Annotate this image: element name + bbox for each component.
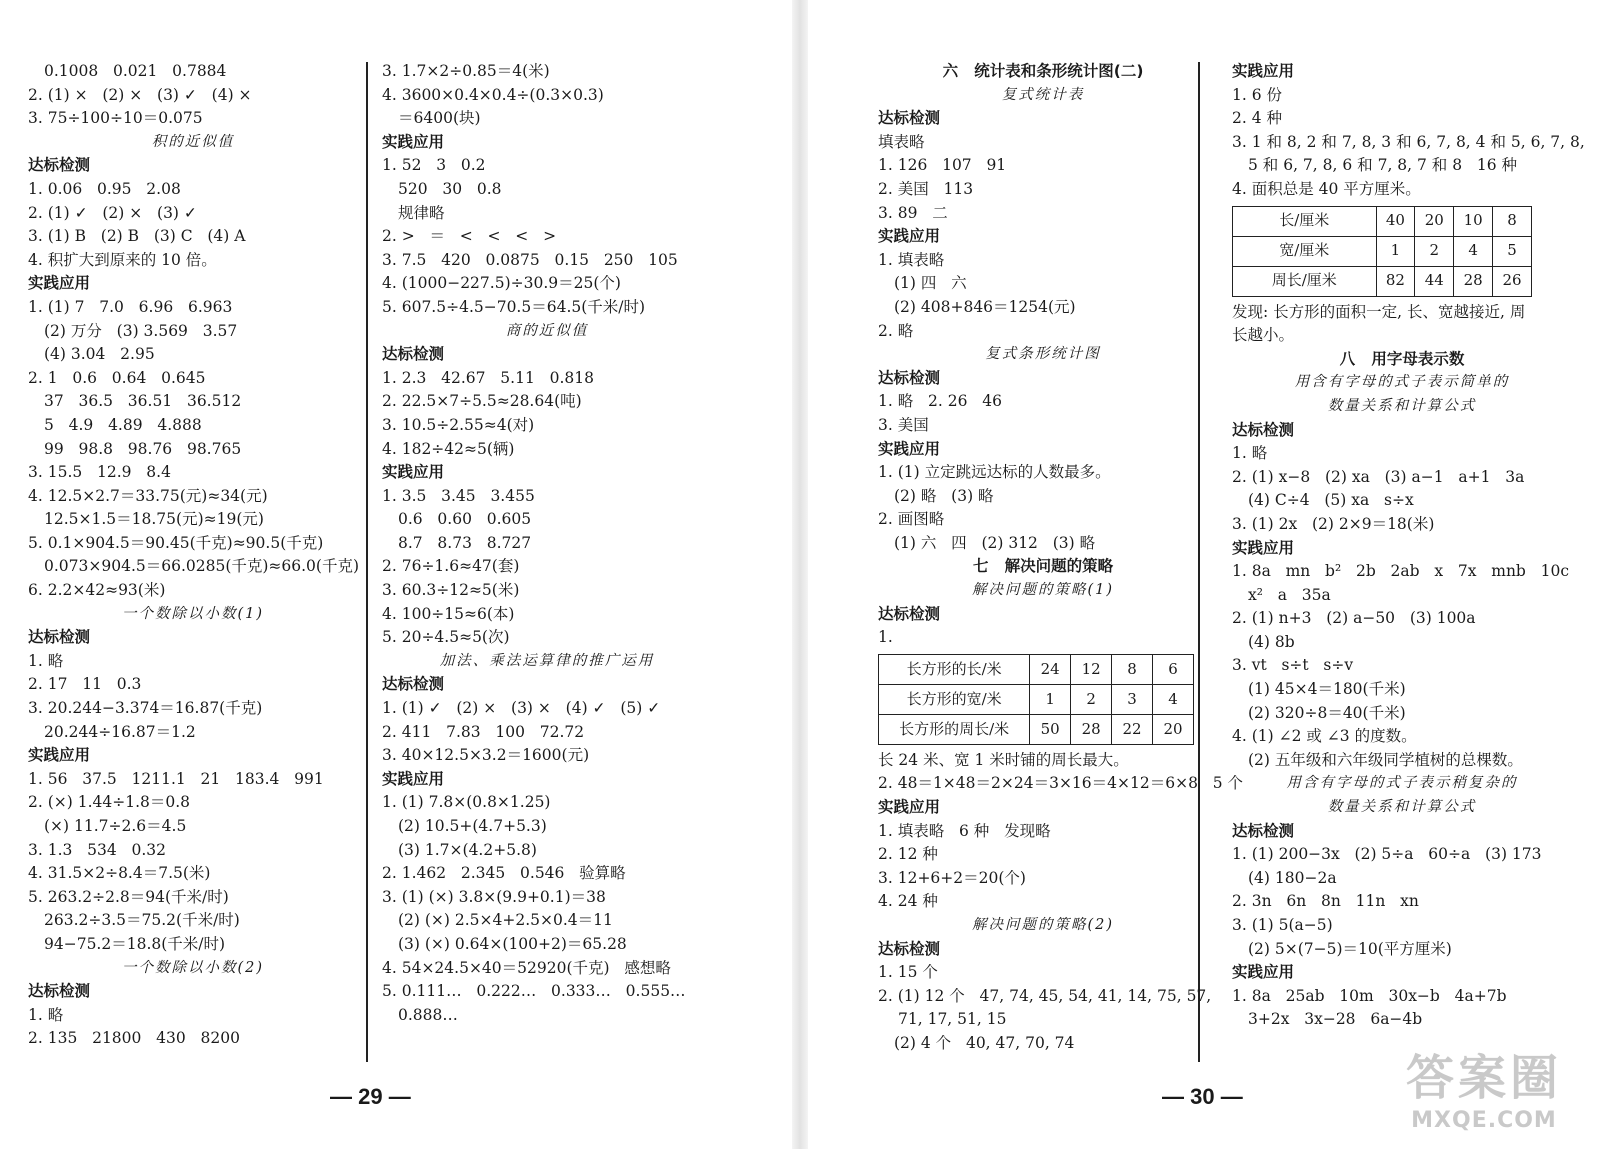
answer-line: 3. 15.5 12.9 8.4 <box>28 463 171 482</box>
answer-line: 5. 0.1×904.5＝90.45(千克)≈90.5(千克) <box>28 533 324 552</box>
answer-line: 4. 54×24.5×40＝52920(千克) 感想略 <box>382 958 671 977</box>
answer-line: 4. 31.5×2÷8.4＝7.5(米) <box>28 864 211 883</box>
chapter-heading: 七 解决问题的策略 <box>972 557 1114 576</box>
column-3 <box>878 60 1244 1056</box>
answer-line: 2. (1) ✓ (2) × (3) ✓ <box>28 203 197 222</box>
answer-line: 3. (1) B (2) B (3) C (4) A <box>28 227 246 246</box>
watermark <box>1406 1039 1562 1133</box>
answer-line: 2. 76÷1.6≈47(套) <box>382 557 520 576</box>
answer-line: 2. (1) n+3 (2) a−50 (3) 100a <box>1232 609 1476 628</box>
answer-line: (2) (×) 2.5×4+2.5×0.4＝11 <box>398 911 613 930</box>
answer-line: 4. 3600×0.4×0.4÷(0.3×0.3) <box>382 85 604 104</box>
answer-line: 填表略 <box>878 132 925 151</box>
answer-line: 0.1008 0.021 0.7884 <box>44 62 227 80</box>
table-row-header: 长方形的周长/米 <box>879 714 1030 744</box>
answer-line: 1. 略 <box>28 651 64 670</box>
column-3-bottom <box>878 749 1244 1056</box>
lesson-title: 复式条形统计图 <box>985 346 1101 363</box>
answer-line: 263.2÷3.5＝75.2(千米/时) <box>44 911 240 930</box>
answer-line: 3. (1) 2x (2) 2×9＝18(米) <box>1232 514 1435 533</box>
section-heading: 达标检测 <box>28 628 91 647</box>
answer-line: 3. 1.3 534 0.32 <box>28 840 167 859</box>
answer-line: 1. 3.5 3.45 3.455 <box>382 486 535 505</box>
lesson-title: 解决问题的策略(2) <box>971 917 1115 933</box>
answer-line: 2. (×) 1.44÷1.8＝0.8 <box>28 793 191 812</box>
column-4 <box>1232 60 1585 1032</box>
answer-line: 0.6 0.60 0.605 <box>398 510 532 529</box>
section-heading: 达标检测 <box>382 345 445 364</box>
table-cell: 24 <box>1030 654 1071 684</box>
answer-line: 5. 607.5÷4.5−70.5＝64.5(千米/时) <box>382 297 646 316</box>
answer-line: (2) 320÷8＝40(千米) <box>1248 703 1406 722</box>
section-heading: 实践应用 <box>878 798 941 817</box>
answer-line: 20.244÷16.87＝1.2 <box>44 722 196 741</box>
answer-line: 3. 75÷100÷10＝0.075 <box>28 109 203 128</box>
lesson-title: 一个数除以小数(2) <box>121 959 265 976</box>
answer-line: 2. 135 21800 430 8200 <box>28 1029 240 1048</box>
answer-line: 1. 略 2. 26 46 <box>878 392 1002 411</box>
answer-line: (1) 六 四 (2) 312 (3) 略 <box>894 533 1096 552</box>
lesson-title: 用含有字母的式子表示简单的 <box>1294 374 1510 391</box>
chapter-heading: 六 统计表和条形统计图(二) <box>942 62 1144 80</box>
answer-line: 1. 填表略 <box>878 250 945 269</box>
lesson-title: 解决问题的策略(1) <box>971 582 1115 599</box>
answer-line: 规律略 <box>398 203 445 222</box>
answer-line: 2. 17 11 0.3 <box>28 675 142 694</box>
answer-line: (2) 408+846＝1254(元) <box>894 297 1076 316</box>
section-heading: 达标检测 <box>1232 420 1295 439</box>
section-heading: 实践应用 <box>1232 963 1295 982</box>
answer-line: 2. (1) × (2) × (3) ✓ (4) × <box>28 85 252 104</box>
section-heading: 实践应用 <box>1232 538 1295 557</box>
table-row-header: 长方形的宽/米 <box>879 684 1030 714</box>
table-cell: 12 <box>1071 654 1112 684</box>
section-heading: 达标检测 <box>878 368 941 387</box>
answer-line: (2) 10.5+(4.7+5.3) <box>398 817 547 835</box>
table-cell: 4 <box>1454 236 1493 266</box>
answer-line: 3. 7.5 420 0.0875 0.15 250 105 <box>382 250 678 269</box>
answer-line: 1. <box>878 628 893 647</box>
table-cell: 8 <box>1112 654 1153 684</box>
answer-line: 2. 48＝1×48＝2×24＝3×16＝4×12＝6×8 5 个 <box>878 774 1244 793</box>
answer-line: (2) 五年级和六年级同学植树的总棵数。 <box>1248 750 1523 769</box>
column-2 <box>382 60 712 1027</box>
answer-line: 长 24 米、宽 1 米时铺的周长最大。 <box>878 750 1129 769</box>
answer-line: x² a 35a <box>1248 585 1331 604</box>
answer-line: 发现: 长方形的面积一定, 长、宽越接近, 周 <box>1232 302 1526 321</box>
table-cell: 6 <box>1153 654 1194 684</box>
table-cell: 5 <box>1493 236 1532 266</box>
answer-line: 5 4.9 4.89 4.888 <box>44 415 202 434</box>
answer-line: 0.888… <box>398 1005 458 1024</box>
lesson-title: 数量关系和计算公式 <box>1327 397 1477 414</box>
answer-line: 1. 略 <box>28 1005 64 1024</box>
table-cell: 22 <box>1112 714 1153 744</box>
answer-line: 3. (1) 5(a−5) <box>1232 916 1333 934</box>
answer-line: 3. 20.244−3.374＝16.87(千克) <box>28 699 263 718</box>
section-heading: 实践应用 <box>878 439 941 458</box>
table-row <box>1233 266 1532 296</box>
lesson-title: 复式统计表 <box>1001 86 1085 103</box>
answer-line: 2. 1 0.6 0.64 0.645 <box>28 368 206 387</box>
table-cell: 20 <box>1415 206 1454 236</box>
answer-line: 1. 略 <box>1232 444 1268 463</box>
answer-line: 2. 4 种 <box>1232 109 1283 128</box>
answer-line: (2) 万分 (3) 3.569 3.57 <box>44 321 238 340</box>
answer-line: 2. 22.5×7÷5.5≈28.64(吨) <box>382 392 582 411</box>
answer-line: 5. 20÷4.5≈5(次) <box>382 628 510 647</box>
section-heading: 达标检测 <box>28 982 91 1001</box>
answer-line: 12.5×1.5＝18.75(元)≈19(元) <box>44 510 264 529</box>
table-cell: 2 <box>1071 684 1112 714</box>
answer-line: 2. 画图略 <box>878 510 945 529</box>
section-heading: 达标检测 <box>878 109 941 128</box>
answer-line: 2. 略 <box>878 321 914 340</box>
table-row <box>879 684 1194 714</box>
table-cell: 4 <box>1153 684 1194 714</box>
answer-line: 3. 89 二 <box>878 203 948 222</box>
answer-line: 8.7 8.73 8.727 <box>398 533 532 552</box>
answer-line: 520 30 0.8 <box>398 179 502 198</box>
answer-line: 3. (1) (×) 3.8×(9.9+0.1)＝38 <box>382 887 606 906</box>
answer-line: 5 和 6, 7, 8, 6 和 7, 8, 7 和 8 16 种 <box>1248 156 1518 175</box>
answer-line: 99 98.8 98.76 98.765 <box>44 439 242 458</box>
column-divider-left <box>366 62 368 1062</box>
answer-line: ＝6400(块) <box>398 109 481 128</box>
answer-line: 2. 1.462 2.345 0.546 验算略 <box>382 864 626 883</box>
answer-line: 1. 0.06 0.95 2.08 <box>28 179 181 198</box>
answer-line: 3+2x 3x−28 6a−4b <box>1248 1010 1423 1029</box>
table-cell: 26 <box>1493 266 1532 296</box>
answer-line: (4) 180−2a <box>1248 868 1337 887</box>
answer-line: 1. 8a 25ab 10m 30x−b 4a+7b <box>1232 986 1507 1005</box>
section-heading: 达标检测 <box>878 604 941 623</box>
table-cell: 44 <box>1415 266 1454 296</box>
answer-line: 1. (1) 7 7.0 6.96 6.963 <box>28 297 233 316</box>
table-row <box>1233 236 1532 266</box>
table-cell: 20 <box>1153 714 1194 744</box>
answer-line: 37 36.5 36.51 36.512 <box>44 392 242 411</box>
section-heading: 实践应用 <box>382 132 445 151</box>
watermark-logo: 答案圈 <box>1405 1050 1562 1106</box>
answer-line: 2. > ＝ < < < > <box>382 227 557 246</box>
section-heading: 实践应用 <box>382 769 445 788</box>
table-cell: 28 <box>1454 266 1493 296</box>
section-heading: 达标检测 <box>878 939 941 958</box>
answer-line: 2. 美国 113 <box>878 179 974 198</box>
section-heading: 实践应用 <box>28 746 91 765</box>
answer-line: 1. 56 37.5 1211.1 21 183.4 991 <box>28 769 324 788</box>
answer-line: 2. (1) 12 个 47, 74, 45, 54, 41, 14, 75, 57, <box>878 986 1212 1005</box>
answer-line: (4) C÷4 (5) xa s÷x <box>1248 491 1414 510</box>
answer-line: 4. 面积总是 40 平方厘米。 <box>1232 179 1421 198</box>
answer-line: 1. 126 107 91 <box>878 156 1007 175</box>
table-cell: 50 <box>1030 714 1071 744</box>
answer-line: 4. 100÷15≈6(本) <box>382 604 515 623</box>
table-cell: 3 <box>1112 684 1153 714</box>
answer-line: (3) 1.7×(4.2+5.8) <box>398 840 537 859</box>
answer-line: 0.073×904.5＝66.0285(千克)≈66.0(千克) <box>44 557 360 576</box>
section-heading: 达标检测 <box>1232 821 1295 840</box>
answer-line: 1. (1) 立定跳远达标的人数最多。 <box>878 463 1111 482</box>
answer-line: 1. (1) 7.8×(0.8×1.25) <box>382 793 551 812</box>
answer-line: 3. 美国 <box>878 415 929 434</box>
answer-line: 1. 15 个 <box>878 963 938 982</box>
answer-line: (2) 4 个 40, 47, 70, 74 <box>894 1033 1075 1052</box>
answer-line: 1. 52 3 0.2 <box>382 156 486 175</box>
answer-line: (3) (×) 0.64×(100+2)＝65.28 <box>398 934 627 953</box>
section-heading: 实践应用 <box>28 274 91 293</box>
book-gutter <box>792 0 808 1149</box>
page-number-right: — 30 — <box>1162 1084 1243 1109</box>
answer-line: 4. 182÷42≈5(辆) <box>382 439 515 458</box>
table-row <box>1233 206 1532 236</box>
lesson-title: 一个数除以小数(1) <box>121 605 265 622</box>
answer-line: (1) 四 六 <box>894 274 967 293</box>
answer-line: 94−75.2＝18.8(千米/时) <box>44 934 226 953</box>
answer-line: 4. (1000−227.5)÷30.9＝25(个) <box>382 274 621 293</box>
section-heading: 实践应用 <box>1232 62 1295 80</box>
table-cell: 1 <box>1376 236 1415 266</box>
table-row-header: 长方形的长/米 <box>879 654 1030 684</box>
rectangle-table <box>878 654 1194 745</box>
answer-line: 1. (1) ✓ (2) × (3) × (4) ✓ (5) ✓ <box>382 699 661 718</box>
answer-line: 3. 60.3÷12≈5(米) <box>382 581 520 600</box>
lesson-title: 数量关系和计算公式 <box>1327 799 1477 816</box>
column-3-top <box>878 60 1208 650</box>
area-table <box>1232 206 1532 297</box>
lesson-title: 加法、乘法运算律的推广运用 <box>439 652 655 669</box>
answer-line: (4) 3.04 2.95 <box>44 345 155 364</box>
chapter-heading: 八 用字母表示数 <box>1339 349 1465 368</box>
answer-line: 4. 12.5×2.7＝33.75(元)≈34(元) <box>28 486 268 505</box>
answer-line: 2. 411 7.83 100 72.72 <box>382 722 585 741</box>
answer-line: 2. 12 种 <box>878 845 938 864</box>
table-cell: 28 <box>1071 714 1112 744</box>
column-1 <box>28 60 358 1051</box>
page-number-left: — 29 — <box>330 1084 411 1109</box>
answer-line: 3. 1.7×2÷0.85＝4(米) <box>382 62 550 80</box>
answer-line: 3. 12+6+2＝20(个) <box>878 868 1026 887</box>
lesson-title: 商的近似值 <box>505 322 589 339</box>
table-cell: 2 <box>1415 236 1454 266</box>
table-row <box>879 714 1194 744</box>
column-4-bottom <box>1232 301 1572 1032</box>
section-heading: 实践应用 <box>878 227 941 246</box>
answer-line: 3. 40×12.5×3.2＝1600(元) <box>382 746 590 765</box>
answer-line: 2. (1) x−8 (2) xa (3) a−1 a+1 3a <box>1232 467 1525 486</box>
section-heading: 达标检测 <box>28 156 91 175</box>
answer-line: 4. (1) ∠2 或 ∠3 的度数。 <box>1232 727 1417 746</box>
answer-line: (4) 8b <box>1248 632 1295 651</box>
table-cell: 10 <box>1454 206 1493 236</box>
answer-line: 1. (1) 200−3x (2) 5÷a 60÷a (3) 173 <box>1232 845 1542 864</box>
answer-line: 5. 263.2÷2.8＝94(千米/时) <box>28 887 229 906</box>
answer-line: 3. vt s÷t s÷v <box>1232 656 1354 675</box>
answer-line: (×) 11.7÷2.6＝4.5 <box>44 817 187 835</box>
answer-line: 4. 积扩大到原来的 10 倍。 <box>28 250 217 269</box>
section-heading: 实践应用 <box>382 463 445 482</box>
answer-line: 1. 2.3 42.67 5.11 0.818 <box>382 368 594 387</box>
answer-line: 6. 2.2×42≈93(米) <box>28 581 166 600</box>
answer-line: 3. 1 和 8, 2 和 7, 8, 3 和 6, 7, 8, 4 和 5, 6, 7, 8, <box>1232 132 1585 151</box>
lesson-title: 用含有字母的式子表示稍复杂的 <box>1286 775 1518 792</box>
table-row-header: 周长/厘米 <box>1233 266 1377 296</box>
answer-line: (2) 略 (3) 略 <box>894 486 994 505</box>
answer-line: 5. 0.111… 0.222… 0.333… 0.555… <box>382 982 686 1001</box>
table-row-header: 长/厘米 <box>1233 206 1377 236</box>
lesson-title: 积的近似值 <box>151 133 235 150</box>
answer-line: 2. 3n 6n 8n 11n xn <box>1232 892 1419 911</box>
answer-line: 71, 17, 51, 15 <box>898 1010 1007 1029</box>
answer-line: 1. 6 份 <box>1232 85 1283 104</box>
answer-line: 3. 10.5÷2.55≈4(对) <box>382 415 535 434</box>
watermark-url: MXQE.COM <box>1411 1108 1557 1133</box>
column-4-top <box>1232 60 1585 202</box>
table-cell: 40 <box>1376 206 1415 236</box>
answer-line: 4. 24 种 <box>878 892 938 911</box>
answer-line: 1. 8a mn b² 2b 2ab x 7x mnb 10c <box>1232 562 1570 581</box>
answer-line: (1) 45×4＝180(千米) <box>1248 680 1406 699</box>
answer-line: 1. 填表略 6 种 发现略 <box>878 821 1051 840</box>
table-cell: 8 <box>1493 206 1532 236</box>
table-row-header: 宽/厘米 <box>1233 236 1377 266</box>
table-cell: 82 <box>1376 266 1415 296</box>
answer-line: (2) 5×(7−5)＝10(平方厘米) <box>1248 939 1452 958</box>
section-heading: 达标检测 <box>382 675 445 694</box>
table-row <box>879 654 1194 684</box>
table-cell: 1 <box>1030 684 1071 714</box>
answer-line: 长越小。 <box>1232 326 1295 345</box>
